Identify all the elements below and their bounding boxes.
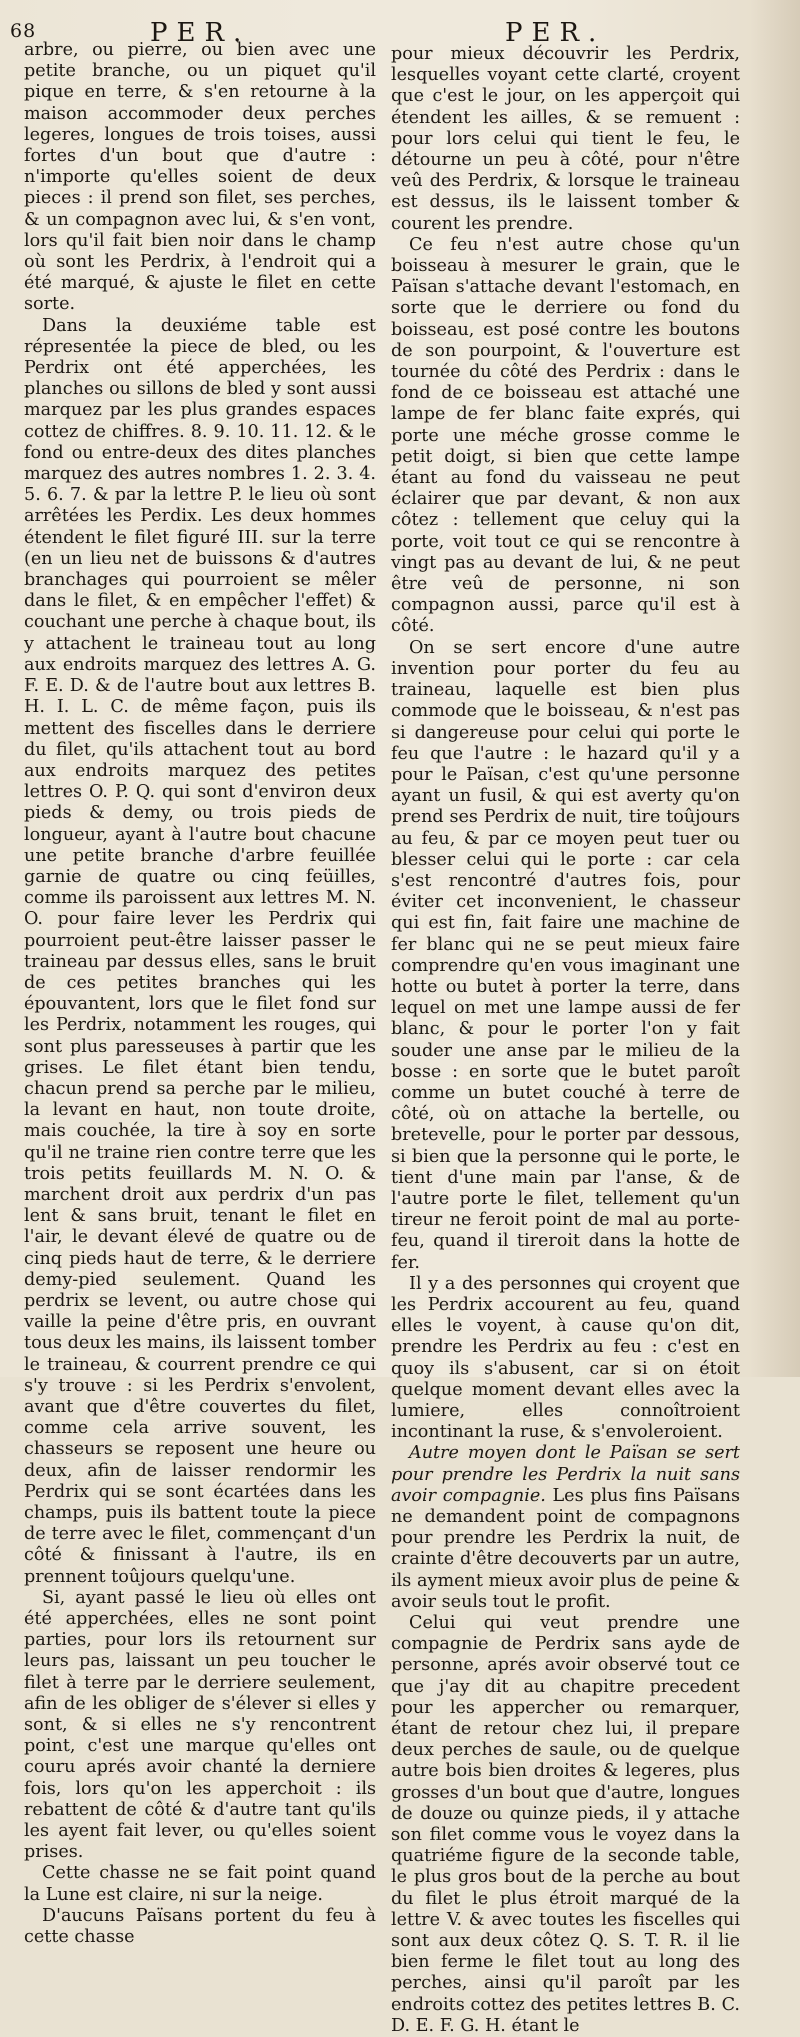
paragraph-text: Les plus fins Païsans ne demandent point de compagnons pour prendre les Perdrix la nuit, de crainte d'être decouverts par un autre, ils ayment mieux avoir plus de peine & avoir seuls tout le profit. bbox=[391, 1485, 740, 1612]
paragraph: Cette chasse ne se fait point quand la Lune est claire, ni sur la neige. bbox=[24, 1863, 376, 1905]
page-number: 68 bbox=[10, 20, 37, 42]
paragraph: Celui qui veut prendre une compagnie de Perdrix sans ayde de personne, aprés avoir observé tout ce que j'ay dit au chapitre precedent pour les appercher ou remarquer, étant de retour chez lui, il prepare deux perches de saule, ou de quelque autre bois bien droites & legeres, plus grosses d'un bout que d'autre, longues de douze ou quinze pieds, il y attache son filet comme vous le voyez dans la quatriéme figure de la seconde table, le plus gros bout de la perche au bout du filet le plus étroit marqué de la lettre V. & avec toutes les fiscelles qui sont aux deux côtez Q. S. T. R. il lie bien ferme le filet tout au long des perches, ainsi qu'il paroît par les endroits cottez des petites lettres B. C. D. E. F. G. H. étant le bbox=[391, 1613, 740, 2036]
left-column bbox=[24, 40, 376, 1948]
running-head-right: PER. bbox=[505, 18, 606, 48]
paragraph bbox=[391, 1443, 740, 1613]
paragraph: Ce feu n'est autre chose qu'un boisseau à mesurer le grain, que le Païsan s'attache devant l'estomach, en sorte que le derriere ou fond du boisseau, est posé contre les boutons de son pourpoint, & l'ouverture est tournée du côté des Perdrix : dans le fond de ce boisseau est attaché une lampe de fer blanc faite exprés, qui porte une méche grosse comme le petit doigt, si bien que cette lampe étant au fond du vaisseau ne peut éclairer que par devant, & non aux côtez : tellement que celuy qui la porte, voit tout ce qui se rencontre à vingt pas au devant de lui, & ne peut être veû de personne, ni son compagnon aussi, parce qu'il est à côté. bbox=[391, 234, 740, 637]
paragraph: Dans la deuxiéme table est répresentée la piece de bled, ou les Perdrix ont été apperchées, les planches ou sillons de bled y sont aussi marquez par les plus grandes espaces cottez de chiffres. 8. 9. 10. 11. 12. & le fond ou entre-deux des dites planches marquez des autres nombres 1. 2. 3. 4. 5. 6. 7. & par la lettre P. le lieu où sont arrêtées les Perdix. Les deux hommes étendent le filet figuré III. sur la terre (en un lieu net de buissons & d'autres branchages qui pourroient se mêler dans le filet, & en empêcher l'effet) & couchant une perche à chaque bout, ils y attachent le traineau tout au long aux endroits marquez des lettres A. G. F. E. D. & de l'autre bout aux lettres B. H. I. L. C. de même façon, puis ils mettent des fiscelles dans le derriere du filet, qu'ils attachent tout au bord aux endroits marquez des petites lettres O. P. Q. qui sont d'environ deux pieds & demy, ou trois pieds de longueur, ayant à l'autre bout chacune une petite branche d'arbre feuillée garnie de quatre ou cinq feüilles, comme ils paroissent aux lettres M. N. O. pour faire lever les Perdrix qui pourroient peut-être laisser passer le traineau par dessus elles, sans le bruit de ces petites branches qui les épouvantent, lors que le filet fond sur les Perdrix, notamment les rouges, qui sont plus paresseuses à partir que les grises. Le filet étant bien tendu, chacun prend sa perche par le milieu, la levant en haut, non toute droite, mais couchée, la tire à soy en sorte qu'il ne traine rien contre terre que les trois petits feuillards M. N. O. & marchent droit aux perdrix d'un pas lent & sans bruit, tenant le filet en l'air, le devant élevé de quatre ou de cinq pieds haut de terre, & le derriere demy-pied seulement. Quand les perdrix se levent, ou autre chose qui vaille la peine d'être pris, en ouvrant tous deux les mains, ils laissent tomber le traineau, & courrent prendre ce qui s'y trouve : si les Perdrix s'envolent, avant que d'être couvertes du filet, comme cela arrive souvent, les chasseurs se reposent une heure ou deux, afin de laisser rendormir les Perdrix qui se sont écartées dans les champs, puis ils battent toute la piece de terre avec le filet, commençant d'un côté & finissant à l'autre, ils en prennent toûjours quelqu'une. bbox=[24, 315, 376, 1587]
paragraph: pour mieux découvrir les Perdrix, lesquelles voyant cette clarté, croyent que c'est le jour, on les apperçoit qui étendent les ailles, & se remuent : pour lors celui qui tient le feu, le détourne un peu à côté, pour n'être veû des Perdrix, & lorsque le traineau est dessus, ils le laissent tomber & courent les prendre. bbox=[391, 44, 740, 234]
paragraph: Il y a des personnes qui croyent que les Perdrix accourent au feu, quand elles le voyent, à cause qu'on dit, prendre les Perdrix au feu : c'est en quoy ils s'abusent, car si on étoit quelque moment devant elles avec la lumiere, elles connoîtroient incontinant la ruse, & s'envoleroient. bbox=[391, 1273, 740, 1443]
paragraph: D'aucuns Païsans portent du feu à cette chasse bbox=[24, 1905, 376, 1948]
page-edge-shadow bbox=[750, 0, 800, 1377]
paragraph: arbre, ou pierre, ou bien avec une petite branche, ou un piquet qu'il pique en terre, & s'en retourne à la maison accommoder deux perches legeres, longues de trois toises, aussi fortes d'un bout que d'autre : n'importe qu'elles soient de deux pieces : il prend son filet, ses perches, & un compagnon avec lui, & s'en vont, lors qu'il fait bien noir dans le champ où sont les Perdrix, à l'endroit qui a été marqué, & ajuste le filet en cette sorte. bbox=[24, 40, 376, 315]
paragraph: Si, ayant passé le lieu où elles ont été apperchées, elles ne sont point parties, pour lors ils retournent sur leurs pas, laissant un peu toucher le filet à terre par le derriere seulement, afin de les obliger de s'élever si elles y sont, & si elles ne s'y rencontrent point, c'est une marque qu'elles ont couru aprés avoir chanté la derniere fois, lors qu'on les apperchoit : ils rebattent de côté & d'autre tant qu'ils les ayent fait lever, ou qu'elles soient prises. bbox=[24, 1587, 376, 1863]
paragraph: On se sert encore d'une autre invention pour porter du feu au traineau, laquelle est bien plus commode que le boisseau, & n'est pas si dangereuse pour celui qui porte le feu que l'autre : le hazard qu'il y a pour le Païsan, c'est qu'une personne ayant un fusil, & qui est averty qu'on prend ses Perdrix de nuit, tire toûjours au feu, & par ce moyen peut tuer ou blesser celui qui le porte : car cela s'est rencontré d'autres fois, pour éviter cet inconvenient, le chasseur qui est fin, fait faire une machine de fer blanc qui ne se peut mieux faire comprendre qu'en vous imaginant une hotte ou butet à porter la terre, dans lequel on met une lampe aussi de fer blanc, & pour le porter l'on y fait souder une anse par le milieu de la bosse : en sorte que le butet paroît comme un butet couché à terre de côté, où on attache la bertelle, ou bretevelle, pour le porter par dessous, si bien que la personne qui le porte, le tient d'une main par l'anse, & de l'autre porte le filet, tellement qu'un tireur ne feroit point de mal au porte-feu, quand il tireroit dans la hotte de fer. bbox=[391, 637, 740, 1273]
section-subheading: Autre moyen dont le Païsan se sert pour prendre les Perdrix la nuit sans avoir compagnie. bbox=[391, 1443, 740, 1506]
right-column bbox=[391, 44, 740, 2037]
running-head-left: PER. bbox=[150, 18, 251, 48]
